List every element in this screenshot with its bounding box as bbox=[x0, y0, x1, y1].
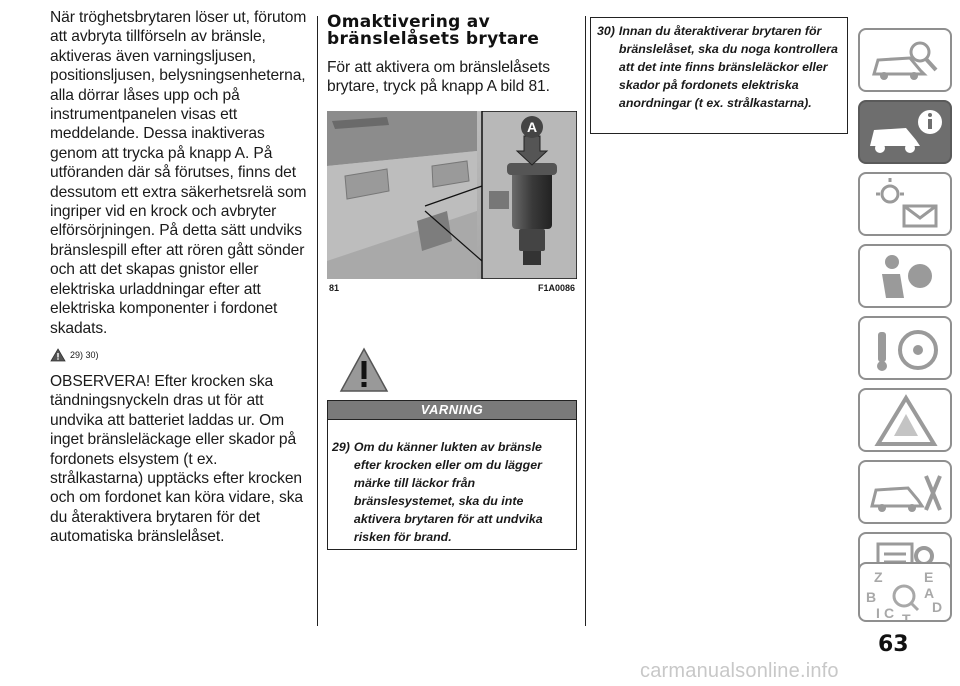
warning-item-number: 29) bbox=[332, 439, 350, 454]
tab-warning-lights[interactable] bbox=[858, 172, 952, 236]
watermark: carmanualsonline.info bbox=[640, 660, 839, 682]
airbag-seat-icon bbox=[860, 246, 952, 308]
warning-triangle-icon bbox=[50, 348, 66, 362]
tab-car-info[interactable] bbox=[858, 100, 952, 164]
figure-81 bbox=[327, 111, 577, 299]
tab-safety[interactable] bbox=[858, 244, 952, 308]
fuel-cutoff-switch-photo bbox=[327, 111, 577, 279]
tab-car-magnifier[interactable] bbox=[858, 28, 952, 92]
note-item bbox=[597, 22, 841, 112]
emergency-triangle-icon bbox=[860, 390, 952, 452]
car-info-icon bbox=[860, 102, 952, 164]
warning-reference bbox=[50, 348, 310, 362]
intro-paragraph: För att aktivera om bränslelåsets brytare, tryck på knapp A bild 81. bbox=[327, 59, 550, 96]
switch-illustration bbox=[327, 111, 577, 279]
warning-light-message-icon bbox=[860, 174, 952, 236]
paragraph-observera: OBSERVERA! Efter krocken ska tändningsnyckeln dras ut för att undvika att batteriet laddas ur. Om inget bränsleläckage eller skador på fordonets elsystem (t ex. strålkastarna) upptäcks efter krocken och om fordonet kan köra vidare, ska du återaktivera brytaren för det automatiska bränslelåset. bbox=[50, 372, 303, 546]
warning-box bbox=[327, 420, 577, 550]
tab-maintenance[interactable] bbox=[858, 460, 952, 524]
figure-number: 81 bbox=[329, 282, 340, 293]
warning-item bbox=[332, 438, 568, 546]
index-letter: A bbox=[924, 585, 935, 601]
warning-triangle-icon bbox=[339, 347, 389, 393]
index-letter: I bbox=[876, 605, 880, 621]
page-number: 63 bbox=[878, 632, 909, 657]
figure-code: F1A0086 bbox=[537, 282, 575, 293]
reference-numbers: 29) 30) bbox=[70, 349, 99, 360]
car-maintenance-icon bbox=[860, 462, 952, 524]
index-letter: Z bbox=[874, 569, 883, 585]
warning-banner: VARNING bbox=[327, 400, 577, 420]
tab-index[interactable] bbox=[858, 562, 952, 627]
index-letter: C bbox=[884, 605, 895, 621]
alphabetical-index-icon bbox=[860, 564, 952, 627]
note-box bbox=[590, 17, 848, 134]
index-letter: D bbox=[932, 599, 943, 615]
tab-emergency[interactable] bbox=[858, 388, 952, 452]
section-title-line1: Omaktivering av bbox=[327, 12, 490, 32]
paragraph-inertia-switch: När tröghetsbrytaren löser ut, förutom att avbryta tillförseln av bränsle, aktiveras även varningsljusen, positionsljusen, belysningsenheterna, alla dörrar låses upp och på instrumentpanelen visas ett meddelande. Dessa inaktiveras genom att trycka på knapp A. På utföranden där så förutses, finns det dessutom ett extra säkerhetsrelä som ingriper vid en krock och avbryter elförsörjningen. På detta sätt undviks bränslespill efter att rören gått sönder och att det skapas gnistor eller elektriska urladdningar efter att elektriska komponenter i fordonet skadats. bbox=[50, 9, 307, 337]
column-right bbox=[590, 17, 848, 134]
figure-label-a: A bbox=[526, 118, 538, 135]
note-item-text: Innan du återaktiverar brytaren för bränslelåset, ska du noga kontrollera att det inte finns bränsleläckor eller skador på fordonets elektriska anordningar (t ex. strålkastarna). bbox=[618, 24, 838, 110]
index-letter: B bbox=[866, 589, 877, 605]
figure-caption bbox=[327, 283, 577, 293]
column-divider bbox=[585, 16, 586, 626]
tab-starting-driving[interactable] bbox=[858, 316, 952, 380]
column-divider bbox=[317, 16, 318, 626]
section-title-line2: bränslelåsets brytare bbox=[327, 29, 540, 49]
index-letter: E bbox=[924, 569, 934, 585]
note-item-number: 30) bbox=[597, 24, 615, 38]
warning-item-text: Om du känner lukten av bränsle efter krocken eller om du lägger märke till läckor från bränslesystemet, ska du inte aktivera brytaren för att undvika risken för brand. bbox=[353, 439, 543, 544]
index-letter: T bbox=[902, 611, 911, 627]
car-magnifier-icon bbox=[860, 30, 952, 92]
column-left bbox=[50, 8, 310, 547]
steering-wheel-icon bbox=[860, 318, 952, 380]
section-title bbox=[327, 14, 577, 48]
column-middle bbox=[327, 14, 577, 550]
